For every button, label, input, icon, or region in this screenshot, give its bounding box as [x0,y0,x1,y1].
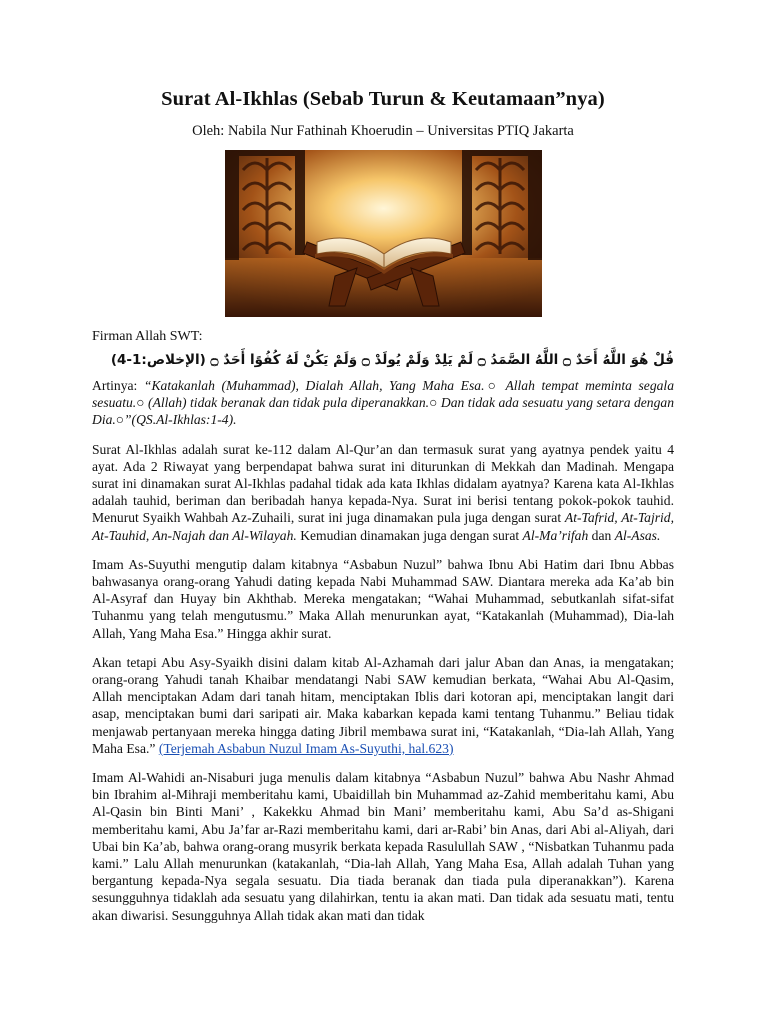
paragraph-text: dan [588,527,615,543]
paragraph-text: Surat Al-Ikhlas adalah surat ke-112 dalam Al-Qur’an dan termasuk surat yang ayatnya pendek yaitu 4 ayat. Ada 2 Riwayat yang berpendapat bahwa surat ini diturunkan di Mekkah dan Madinah. Mengapa surat ini dinamakan surat Al-Ikhlas padahal tidak ada kata Ikhlas didalam ayatnya? Karena kata Al-Ikhlas adalah tauhid, beriman dan beribadah hanya kepada-Nya. Surat ini berisi tentang pokok-pokok tauhid. Menurut Syaikh Wahbah Az-Zuhaili, surat ini juga dinamakan pula juga dengan surat [92,441,674,526]
quran-on-stand-image [225,150,542,317]
reference-link[interactable]: (Terjemah Asbabun Nuzul Imam As-Suyuthi, hal.623) [158,740,454,756]
paragraph-text: Akan tetapi Abu Asy-Syaikh disini dalam kitab Al-Azhamah dari jalur Aban dan Anas, ia mengatakan; orang-orang Yahudi tanah Khaibar mendatangi Nabi SAW kemudian berkata, “Wahai Abu Al-Qasim, Allah menciptakan Adam dari tanah hitam, menciptakan Iblis dari kotoran api, menciptakan langit dari asap, menciptakan bumi dari saripati air. Maka kabarkan kepada kami tentang Tuhanmu.” Beliau tidak menjawab pertanyaan mereka hingga dating Jibril membawa surat ini, “Katakanlah, “Dia-lah Allah, Yang Maha Esa.” [92,654,674,756]
surah-names-italic: At-Tafrid, At-Tajrid, At-Tauhid, An-Najah dan Al-Wilayah. [92,510,674,543]
artinya-prefix: Artinya: [92,378,144,393]
author-byline: Oleh: Nabila Nur Fathinah Khoerudin – Universitas PTIQ Jakarta [192,123,574,139]
document-title: Surat Al-Ikhlas (Sebab Turun & Keutamaan”nya) [161,88,605,110]
paragraph-intro [92,441,674,544]
paragraph-al-wahidi: Imam Al-Wahidi an-Nisaburi juga menulis dalam kitabnya “Asbabun Nuzul” bahwa Abu Nashr Ahmad bin Ibrahim al-Mihraji memberitahu kami, Ubaidillah bin Muhammad az-Zahid memberitahu kami, Abu Al-Qasin bin Binti Mani’ , Kakekku Ahmad bin Mani’ memberitahu kami, Abu Sa’d as-Shigani memberitahu kami, Abu Ja’far ar-Razi memberitahu kami, dari ar-Rabi’ bin Anas, dari Abi al-Aliyah, dari Ubai bin Ka’ab, bahwa orang-orang musyrik berkata kepada Rasulullah SAW , “Nisbatkan Tuhanmu pada kami.” Lalu Allah menurunkan (katakanlah, “Dia-lah Allah, Yang Maha Esa, Allah adalah Tuhan yang bergantung kepada-Nya segala sesuatu. Dia tiada beranak dan tiada pula diperanakkan”). Karena sesungguhnya tidaklah ada sesuatu yang dilahirkan, tentu ia akan mati. Dan tidak ada sesuatu mati, tentu akan diwarisi. Sesungguhnya Allah tidak akan mati dan tidak [92,770,674,923]
document-page [92,88,674,924]
paragraph-text: Kemudian dinamakan juga dengan surat [296,527,523,543]
translation-text: “Katakanlah (Muhammad), Dialah Allah, Yang Maha Esa.○ Allah tempat meminta segala sesuatu.○ (Allah) tidak beranak dan tidak pula diperanakkan.○ Dan tidak ada sesuatu yang setara dengan Dia.○”(QS.Al-Ikhlas:1-4). [92,378,674,428]
paragraph-as-suyuthi: Imam As-Suyuthi mengutip dalam kitabnya “Asbabun Nuzul” bahwa Ibnu Abi Hatim dari Ibnu Abbas bahwasanya orang-orang Yahudi dating kepada Nabi Muhammad SAW. Diantara mereka ada Ka’ab bin Al-Asyraf dan Huyay bin Akhthab. Mereka mengatakan; “Wahai Muhammad, sebutkanlah sifat-sifat Tuhanmu yang telah mengutusmu.” Maka Allah menurunkan ayat, “Katakanlah (Muhammad), Dia-lah Allah, Yang Maha Esa.” Hingga akhir surat. [92,556,674,641]
paragraph-abu-asy-syaikh [92,654,674,757]
surah-name-italic: Al-Ma’rifah [522,527,589,543]
translation-paragraph [92,377,674,429]
arabic-verse: قُلْ هُوَ اللَّهُ أَحَدٌ ۝ اللَّهُ الصَّمَدُ ۝ لَمْ يَلِدْ وَلَمْ يُولَدْ ۝ وَلَمْ يَكُنْ لَهُ كُفُوًا أَحَدٌ ۝ (الإخلاص:1-4) [110,352,674,368]
surah-name-italic: Al-Asas. [614,527,661,543]
firman-label: Firman Allah SWT: [92,329,203,344]
